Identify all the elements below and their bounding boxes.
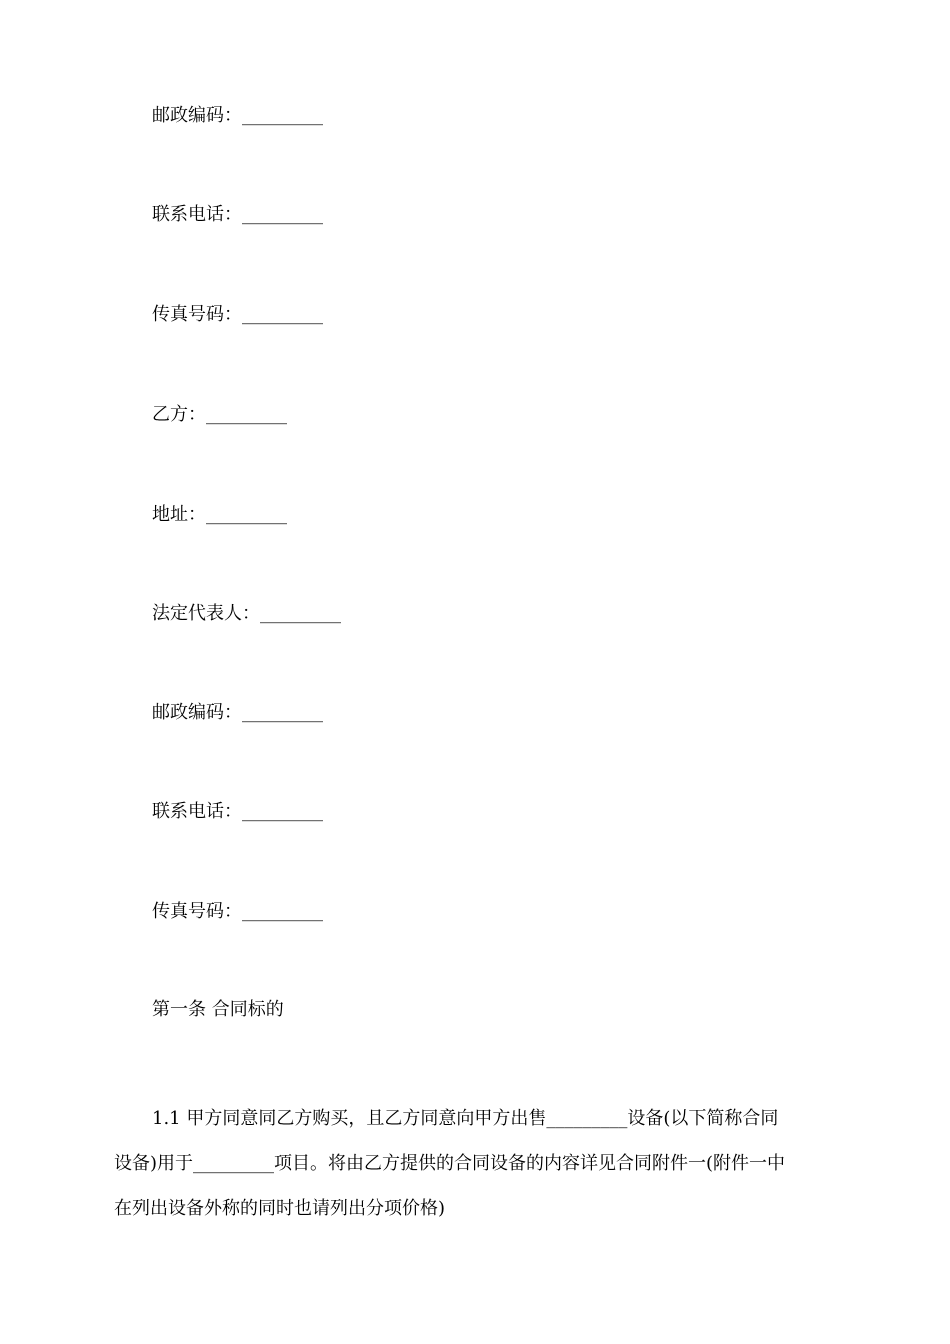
address-field-party-b: 地址：_________ [152, 504, 287, 525]
legal-representative-field-party-b: 法定代表人：_________ [152, 603, 341, 624]
section-heading: 第一条 合同标的 [152, 999, 284, 1020]
postal-code-field-party-b: 邮政编码：_________ [152, 702, 323, 723]
clause-1-1-line-3: 在列出设备外称的同时也请列出分项价格) [114, 1198, 446, 1219]
phone-field-party-a: 联系电话：_________ [152, 204, 323, 225]
fax-field-party-b: 传真号码：_________ [152, 901, 323, 922]
clause-1-1-line-2: 设备)用于_________项目。将由乙方提供的合同设备的内容详见合同附件一(附件一中 [114, 1153, 786, 1174]
party-b-field: 乙方：_________ [152, 404, 287, 425]
postal-code-field-party-a: 邮政编码：_________ [152, 105, 323, 126]
clause-1-1-line-1: 1.1 甲方同意同乙方购买，且乙方同意向甲方出售_________设备(以下简称合同 [152, 1108, 779, 1129]
fax-field-party-a: 传真号码：_________ [152, 304, 323, 325]
phone-field-party-b: 联系电话：_________ [152, 801, 323, 822]
clause-1-1-paragraph [114, 1096, 838, 1231]
